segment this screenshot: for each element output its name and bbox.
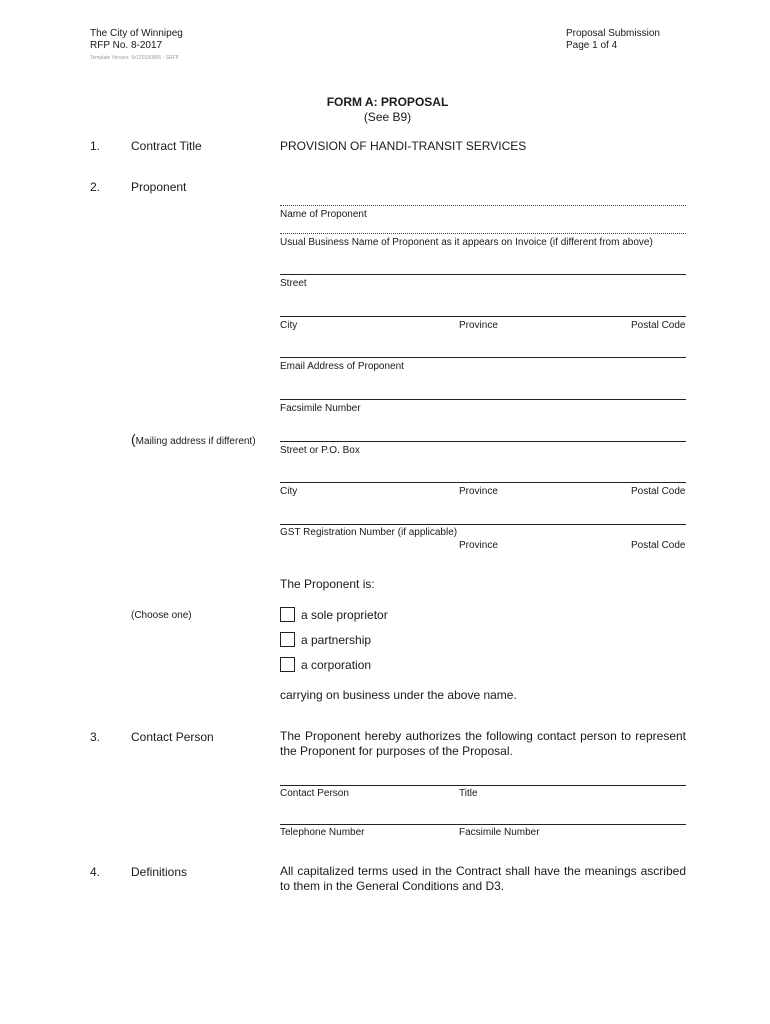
street-label: Street bbox=[280, 278, 307, 289]
section-2-number: 2. bbox=[90, 180, 101, 194]
mailing-paren: ( bbox=[131, 431, 136, 447]
mailing-note-text: Mailing address if different) bbox=[135, 436, 256, 447]
postal-code3-label: Postal Code bbox=[631, 540, 686, 551]
page-indicator: Page 1 of 4 bbox=[566, 40, 618, 51]
partnership-label: a partnership bbox=[301, 633, 372, 647]
rfp-number: RFP No. 8-2017 bbox=[90, 40, 163, 51]
province-label: Province bbox=[459, 320, 498, 331]
corporation-label: a corporation bbox=[301, 658, 372, 672]
street-line[interactable] bbox=[280, 274, 686, 275]
sole-proprietor-label: a sole proprietor bbox=[301, 608, 388, 622]
org-name: The City of Winnipeg bbox=[90, 28, 183, 39]
section-4-number: 4. bbox=[90, 865, 101, 879]
usual-name-line[interactable] bbox=[280, 233, 686, 234]
section-3-number: 3. bbox=[90, 730, 101, 744]
gst-label: GST Registration Number (if applicable) bbox=[280, 527, 458, 538]
city-line[interactable] bbox=[280, 316, 686, 317]
postal-code2-label: Postal Code bbox=[631, 486, 686, 497]
template-version: Template Version: Sr120150806 - SRFP bbox=[90, 55, 179, 61]
postal-code-label: Postal Code bbox=[631, 320, 686, 331]
carrying-on-text: carrying on business under the above name. bbox=[280, 688, 517, 702]
proponent-is-heading: The Proponent is: bbox=[280, 577, 375, 591]
city2-line[interactable] bbox=[280, 482, 686, 483]
form-subtitle: (See B9) bbox=[363, 110, 412, 124]
city-label: City bbox=[280, 320, 298, 331]
partnership-checkbox[interactable] bbox=[280, 632, 295, 647]
telephone-line[interactable] bbox=[280, 824, 686, 825]
contact-person-label: Contact Person bbox=[280, 788, 349, 799]
submission-label: Proposal Submission bbox=[566, 28, 660, 39]
city2-label: City bbox=[280, 486, 298, 497]
contact-authorization-paragraph: The Proponent hereby authorizes the following contact person to represent the Proponent for purposes of the Proposal. bbox=[280, 729, 686, 758]
street-po-label: Street or P.O. Box bbox=[280, 445, 360, 456]
email-label: Email Address of Proponent bbox=[280, 361, 404, 372]
usual-name-label: Usual Business Name of Proponent as it appears on Invoice (if different from above) bbox=[280, 237, 653, 248]
section-4-label: Definitions bbox=[131, 865, 188, 879]
definitions-paragraph: All capitalized terms used in the Contract shall have the meanings ascribed to them in the General Conditions and D3. bbox=[280, 864, 686, 893]
province2-label: Province bbox=[459, 486, 498, 497]
mailing-note bbox=[131, 431, 256, 449]
sole-proprietor-checkbox[interactable] bbox=[280, 607, 295, 622]
proponent-name-line[interactable] bbox=[280, 205, 686, 206]
section-2-label: Proponent bbox=[131, 180, 187, 194]
street-po-line[interactable] bbox=[280, 441, 686, 442]
contract-title-value: PROVISION OF HANDI-TRANSIT SERVICES bbox=[280, 139, 527, 153]
contact-person-line[interactable] bbox=[280, 785, 686, 786]
gst-line[interactable] bbox=[280, 524, 686, 525]
proponent-name-label: Name of Proponent bbox=[280, 209, 367, 220]
choose-one-note: (Choose one) bbox=[131, 610, 192, 621]
form-title: FORM A: PROPOSAL bbox=[326, 95, 449, 109]
contact-fax-label: Facsimile Number bbox=[459, 827, 540, 838]
province3-label: Province bbox=[459, 540, 498, 551]
fax-label: Facsimile Number bbox=[280, 403, 361, 414]
section-3-label: Contact Person bbox=[131, 730, 214, 744]
email-line[interactable] bbox=[280, 357, 686, 358]
telephone-label: Telephone Number bbox=[280, 827, 365, 838]
corporation-checkbox[interactable] bbox=[280, 657, 295, 672]
section-1-number: 1. bbox=[90, 139, 101, 153]
section-1-label: Contract Title bbox=[131, 139, 202, 153]
fax-line[interactable] bbox=[280, 399, 686, 400]
contact-title-label: Title bbox=[459, 788, 478, 799]
